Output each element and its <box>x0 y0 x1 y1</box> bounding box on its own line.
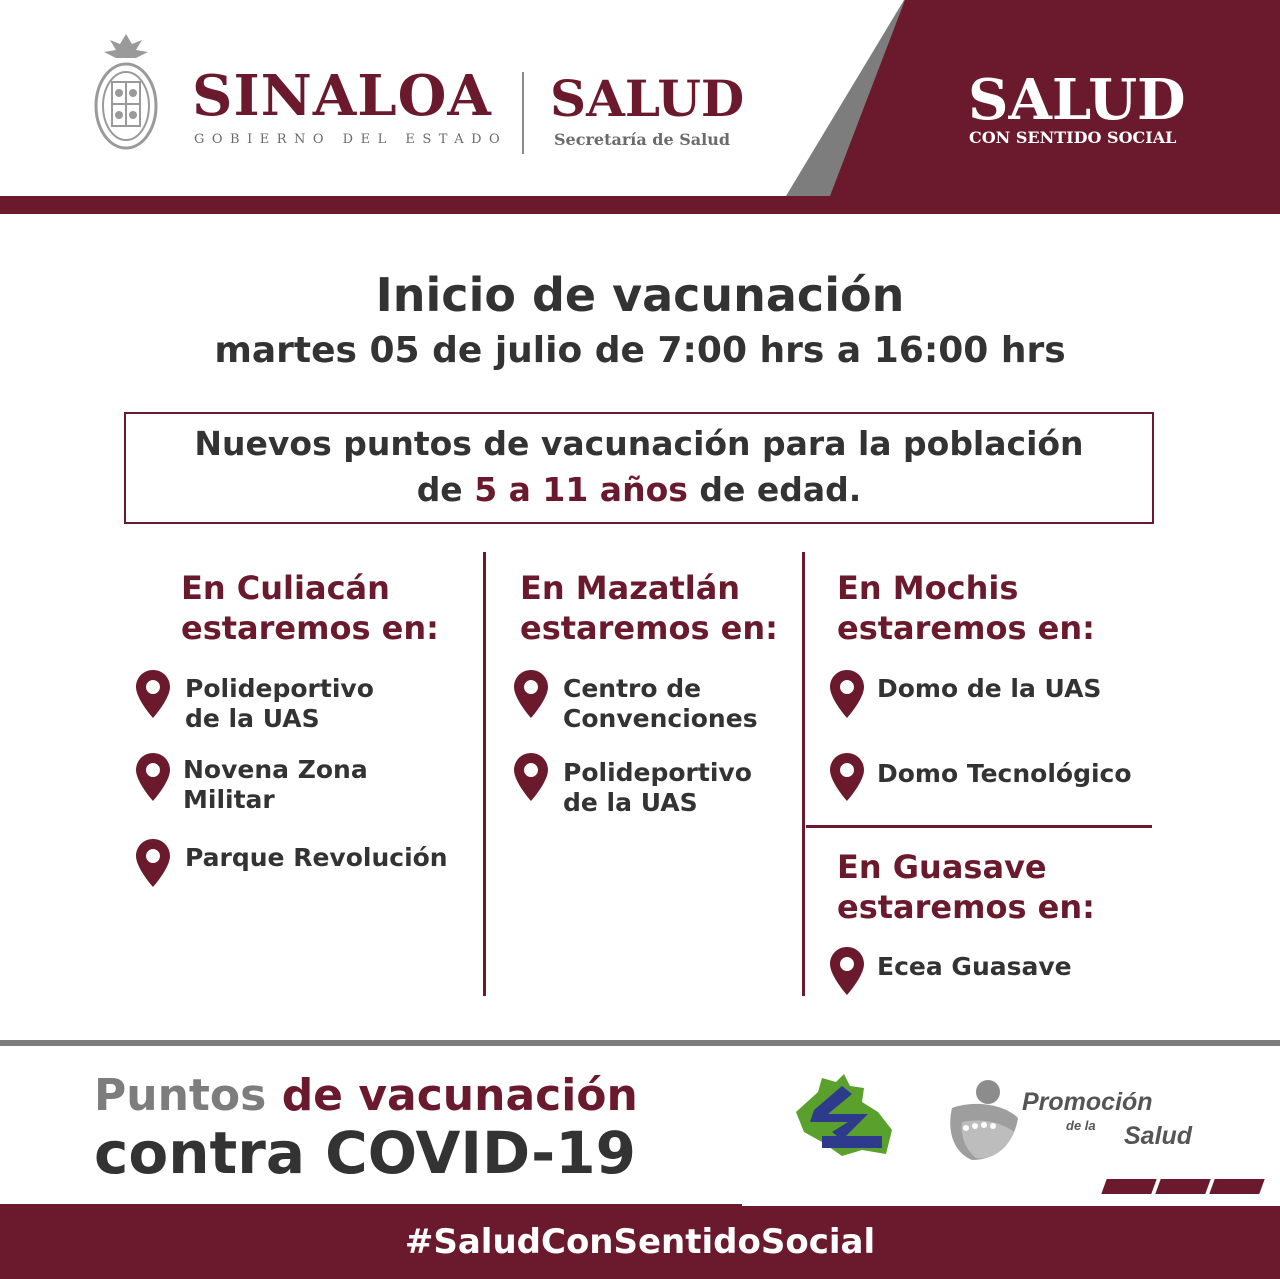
location-line1: Ecea Guasave <box>877 952 1072 981</box>
location-line2: de la UAS <box>563 788 698 817</box>
footer-bar-notch <box>742 1196 1280 1206</box>
location-pin-icon <box>829 669 865 719</box>
city-line1: En Culiacán <box>181 569 390 607</box>
city-line2: estaremos en: <box>181 609 439 647</box>
location-item <box>877 952 1072 982</box>
age-range: 5 a 11 años <box>474 470 688 509</box>
health-promotion-logo-icon <box>944 1078 1026 1162</box>
location-line1: Domo de la UAS <box>877 674 1102 703</box>
hashtag: #SaludConSentidoSocial <box>404 1222 876 1262</box>
location-pin-icon <box>513 752 549 802</box>
footer-title-line2: contra COVID-19 <box>94 1119 636 1187</box>
location-item <box>185 674 374 734</box>
location-pin-icon <box>829 752 865 802</box>
notice-line2-pre: de <box>416 470 475 509</box>
header-bottom-bar <box>0 196 1280 214</box>
location-line2: Convenciones <box>563 704 758 733</box>
decor-dash <box>1101 1179 1156 1194</box>
city-line2: estaremos en: <box>837 888 1095 926</box>
footer-title-gray: Puntos <box>94 1070 267 1121</box>
notice-line2-post: de edad. <box>687 470 862 509</box>
announcement-date: martes 05 de julio de 7:00 hrs a 16:00 hrs <box>214 330 1066 371</box>
brand-divider <box>522 72 524 154</box>
location-item <box>563 674 758 734</box>
footer-title-line1 <box>94 1070 638 1121</box>
city-heading-mochis <box>837 568 1095 648</box>
gov-name: SINALOA <box>192 63 492 129</box>
announcement-title: Inicio de vacunación <box>375 268 905 322</box>
footer-title-red: de vacunación <box>281 1070 638 1121</box>
decor-dash <box>1155 1179 1210 1194</box>
column-divider-1 <box>483 552 486 996</box>
dept-name: SALUD <box>550 69 745 128</box>
column-divider-2 <box>802 552 805 996</box>
notice-line2 <box>124 470 1154 509</box>
location-item <box>183 755 368 815</box>
location-line1: Polideportivo <box>185 674 374 703</box>
location-line2: Militar <box>183 785 275 814</box>
location-pin-icon <box>829 946 865 996</box>
city-line1: En Guasave <box>837 848 1047 886</box>
location-line1: Parque Revolución <box>185 843 448 872</box>
location-pin-icon <box>135 669 171 719</box>
city-line2: estaremos en: <box>520 609 778 647</box>
location-line1: Domo Tecnológico <box>877 759 1132 788</box>
location-pin-icon <box>513 669 549 719</box>
slogan-sub: CON SENTIDO SOCIAL <box>969 128 1177 147</box>
health-agency-logo-icon <box>792 1072 896 1158</box>
location-item <box>185 843 448 873</box>
location-line2: de la UAS <box>185 704 320 733</box>
city-heading-mazatlan <box>520 568 778 648</box>
promo-word1: Promoción <box>1022 1088 1153 1116</box>
location-line1: Novena Zona <box>183 755 368 784</box>
promo-word3: Salud <box>1124 1122 1193 1150</box>
location-pin-icon <box>135 752 171 802</box>
location-item <box>563 758 752 818</box>
gov-subtitle: GOBIERNO DEL ESTADO <box>194 132 508 147</box>
state-seal-icon <box>90 30 162 162</box>
dept-subtitle: Secretaría de Salud <box>554 130 731 149</box>
footer-top-line <box>0 1040 1280 1046</box>
city-heading-culiacan <box>181 568 439 648</box>
slogan-main: SALUD <box>968 67 1186 133</box>
location-item <box>877 759 1132 789</box>
location-pin-icon <box>135 838 171 888</box>
promo-word2: de la <box>1066 1118 1096 1133</box>
city-line2: estaremos en: <box>837 609 1095 647</box>
section-divider <box>806 825 1152 828</box>
city-line1: En Mochis <box>837 569 1019 607</box>
city-heading-guasave <box>837 847 1095 927</box>
location-line1: Polideportivo <box>563 758 752 787</box>
location-line1: Centro de <box>563 674 702 703</box>
city-line1: En Mazatlán <box>520 569 741 607</box>
location-item <box>877 674 1101 704</box>
notice-line1: Nuevos puntos de vacunación para la población <box>194 424 1084 463</box>
decor-dash <box>1209 1179 1264 1194</box>
